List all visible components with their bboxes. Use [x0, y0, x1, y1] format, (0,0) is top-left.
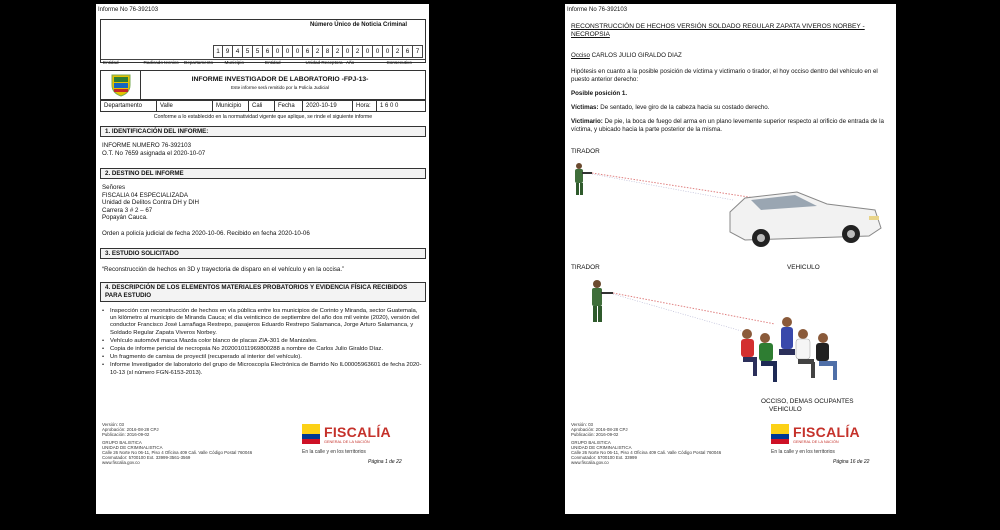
noticia-label: Consecutivo	[385, 59, 426, 65]
noticia-digit: 2	[353, 45, 363, 58]
fiscalia-logo	[771, 424, 860, 444]
footer-line: UNIDAD DE CRIMINALISTICA	[571, 445, 632, 450]
section-4-body	[102, 308, 422, 378]
noticia-digit: 0	[293, 45, 303, 58]
muni-value: Cali	[249, 101, 275, 111]
section-2-line: Popayán Cauca.	[102, 214, 148, 222]
trajectory-line-2	[613, 293, 775, 324]
noticia-digit: 6	[263, 45, 273, 58]
section-2-line: FISCALIA 04 ESPECIALIZADA	[102, 191, 188, 199]
report-subtitle: Este informe será remitido por la Policía Judicial	[230, 85, 330, 90]
fiscalia-subtitle: GENERAL DE LA NACIÓN	[324, 440, 370, 444]
noticia-digit: 8	[323, 45, 333, 58]
noticia-label: Entidad	[263, 59, 304, 65]
noticia-digit: 0	[373, 45, 383, 58]
noticia-digit: 1	[213, 45, 223, 58]
dept-value: Valle	[157, 101, 213, 111]
shooter-figure-1	[575, 163, 592, 195]
fiscalia-wordmark: FISCALÍA	[793, 424, 860, 440]
noticia-digit: 2	[333, 45, 343, 58]
section-4-title: 4. DESCRIPCIÓN DE LOS ELEMENTOS MATERIALES PROBATORIOS Y EVIDENCIA FÍSICA RECIBIDOS PARA ESTUDIO	[100, 282, 426, 302]
section-2-line: Señores	[102, 184, 126, 191]
victim-label: Víctimas:	[571, 104, 599, 111]
shooter-label-2: TIRADOR	[571, 264, 600, 271]
informe-number-header: Informe No 76-392103	[98, 7, 159, 13]
hora-label: Hora:	[353, 101, 377, 111]
report-header	[100, 70, 426, 100]
report-title: INFORME INVESTIGADOR DE LABORATORIO -FPJ-13-	[191, 76, 369, 83]
noticia-label: Entidad	[101, 59, 142, 65]
noticia-digits	[213, 45, 423, 58]
footer-organization	[102, 440, 252, 465]
fecha-label: Fecha	[275, 101, 303, 111]
noticia-digit: 7	[413, 45, 423, 58]
footer-line: Publicación: 2016-09-02	[102, 432, 150, 437]
section-2-title: 2. DESTINO DEL INFORME	[100, 168, 426, 179]
evidence-list	[102, 308, 422, 377]
footer-version	[571, 422, 628, 437]
section-3-title: 3. ESTUDIO SOLICITADO	[100, 248, 426, 259]
fiscalia-slogan: En la calle y en los territorios	[771, 449, 835, 455]
noticia-digit: 9	[223, 45, 233, 58]
document-page-2	[565, 4, 896, 514]
footer-line: Conmutador: 5700100 Ext. 33999	[571, 455, 637, 460]
fiscalia-subtitle: GENERAL DE LA NACIÓN	[793, 440, 839, 444]
perpetrator-label: Victimario:	[571, 118, 603, 125]
possible-position: Posible posición 1.	[571, 90, 628, 97]
evidence-item: • Inspección con reconstrucción de hechos en vía pública entre los municipios de Corinto y Miranda, sector Guatemala, un kilómetro al municipio de Miranda Cauca; el día veinticinco de septiembre del año dos mil veinte (2020), versión del conductor Francisco José Larrañaga Restrepo, pasajeros Eduardo Restrepo Salamanca, Jorge Arturo Salamanca, y Soldado Regular Zapata Viveros Norbey.	[102, 308, 422, 337]
noticia-digit: 5	[253, 45, 263, 58]
section-1-title: 1. IDENTIFICACIÓN DEL INFORME:	[100, 126, 426, 137]
fecha-value: 2020-10-19	[303, 101, 353, 111]
document-page-1	[96, 4, 429, 514]
noticia-label: Departamento	[182, 59, 223, 65]
footer-version	[102, 422, 159, 437]
noticia-label: Año	[344, 59, 385, 65]
vehicle-caption: VEHICULO	[769, 406, 802, 413]
noticia-digit: 0	[273, 45, 283, 58]
scene-2-illustration	[565, 272, 896, 392]
section-2-order: Orden a policía judicial de fecha 2020-10-06. Recibido en fecha 2020-10-06	[102, 230, 310, 237]
noticia-criminal-box	[100, 19, 426, 63]
noticia-digit: 0	[363, 45, 373, 58]
footer-line: Versión: 03	[102, 422, 124, 427]
occiso-name: CARLOS JULIO GIRALDO DIAZ	[589, 52, 682, 59]
evidence-item: • Informe Investigador de laboratorio del grupo de Microscopía Electrónica de Barrido No IL00005963601 de fecha 2020-10-13 (sl número FGN-6153-2013).	[102, 362, 422, 376]
footer-line: Calle 26 Norte No 06-11, Piso 4 Oficina 409 Cali. Valle Código Postal 760046	[571, 450, 722, 455]
noticia-labels	[101, 59, 425, 65]
footer-line: www.fiscalia.gov.co	[102, 460, 140, 465]
footer-line: Aprobación: 2016-08-28 CPJ	[571, 427, 628, 432]
hora-value: 1 6 0 0	[380, 103, 399, 109]
noticia-digit: 0	[343, 45, 353, 58]
car-illustration-1	[730, 192, 881, 247]
occiso-label: Occiso	[571, 52, 590, 59]
fiscalia-shield-logo	[101, 71, 141, 99]
fiscalia-logo	[302, 424, 391, 444]
noticia-digit: 2	[393, 45, 403, 58]
noticia-digit: 2	[313, 45, 323, 58]
occiso-line	[571, 52, 891, 60]
section-2-line: Carrera 3 # 2 – 67	[102, 206, 153, 214]
shooter-label-1: TIRADOR	[571, 148, 600, 155]
section-1-line: O.T. No 7659 asignada el 2020-10-07	[102, 149, 206, 157]
informe-number-header: Informe No 76-392103	[567, 7, 628, 13]
reconstruction-title: RECONSTRUCCIÓN DE HECHOS VERSIÓN SOLDADO REGULAR ZAPATA VIVEROS NORBEY - NECROPSIA	[571, 23, 865, 38]
section-2-body	[102, 184, 422, 222]
perpetrator-line	[571, 118, 891, 133]
evidence-item: • Vehículo automóvil marca Mazda color blanco de placas ZIA-301 de Manizales.	[102, 338, 422, 345]
occupants-caption: OCCISO, DEMAS OCUPANTES	[761, 398, 854, 405]
fiscalia-flag-icon	[771, 424, 789, 444]
evidence-item: • Un fragmento de camisa de proyectil (recuperado al interior del vehículo).	[102, 354, 422, 361]
noticia-digit: 5	[243, 45, 253, 58]
noticia-label: Municipio	[223, 59, 264, 65]
dept-label: Departamento	[101, 101, 157, 111]
fiscalia-slogan: En la calle y en los territorios	[302, 449, 366, 455]
noticia-digit: 4	[233, 45, 243, 58]
footer-line: GRUPO BALISTICA	[102, 440, 142, 445]
footer-line: UNIDAD DE CRIMINALISTICA	[102, 445, 163, 450]
perpetrator-text: De pie, la boca de fuego del arma en un plano levemente superior respecto al orificio de entrada de la víctima, y ubicado hacia la parte posterior de la misma.	[571, 118, 884, 133]
victim-text: De sentado, leve giro de la cabeza hacia su costado derecho.	[598, 104, 770, 111]
footer-organization	[571, 440, 721, 465]
section-1-line: INFORME NUMERO 76-392103	[102, 142, 192, 149]
vehicle-label: VEHICULO	[787, 264, 820, 271]
noticia-digit: 6	[403, 45, 413, 58]
fiscalia-flag-icon	[302, 424, 320, 444]
noticia-label: Unidad Receptora	[305, 60, 343, 65]
footer-line: www.fiscalia.gov.co	[571, 460, 609, 465]
shooter-figure-2	[592, 280, 613, 322]
footer-line: Calle 26 Norte No 06-11, Piso 4 Oficina 409 Cali. Valle Código Postal 760046	[102, 450, 253, 455]
footer-line: GRUPO BALISTICA	[571, 440, 611, 445]
page-number: Página 16 de 22	[833, 459, 870, 465]
noticia-label: Radicado tecnico	[142, 59, 183, 65]
page-number: Página 1 de 22	[368, 459, 402, 465]
fiscalia-wordmark: FISCALÍA	[324, 424, 391, 440]
muni-label: Municipio	[213, 101, 249, 111]
hypothesis-text: Hipótesis en cuanto a la posible posición de víctima y victimario o tirador, el hoy occiso dentro del vehículo en el puesto anterior derecho:	[571, 68, 878, 83]
footer-line: Versión: 03	[571, 422, 593, 427]
footer-line: Conmutador: 5700100 Ext. 33999-3561-3569	[102, 455, 191, 460]
noticia-digit: 0	[383, 45, 393, 58]
noticia-digit: 6	[303, 45, 313, 58]
section-3-body: “Reconstrucción de hechos en 3D y trayectoria de disparo en el vehículo y en la occisa.”	[102, 266, 345, 273]
evidence-item: • Copia de informe pericial de necropsia No 202001011969800288 a nombre de Carlos Julio Giraldo Díaz.	[102, 346, 422, 353]
trajectory-line-1	[592, 173, 755, 198]
section-2-line: Unidad de Delitos Contra DH y DIH	[102, 199, 199, 207]
victim-line	[571, 104, 891, 112]
noticia-title: Número Único de Noticia Criminal	[309, 22, 407, 28]
conformity-note: Conforme a lo establecido en la normatividad vigente que aplique, se rinde el siguiente informe	[153, 114, 373, 120]
section-1-body	[102, 142, 422, 157]
occupants-group	[741, 317, 837, 382]
noticia-digit: 0	[283, 45, 293, 58]
location-row	[100, 100, 426, 112]
footer-line: Publicación: 2016-09-02	[571, 432, 619, 437]
scene-1-illustration	[565, 154, 896, 264]
footer-line: Aprobación: 2016-08-28 CPJ	[102, 427, 159, 432]
